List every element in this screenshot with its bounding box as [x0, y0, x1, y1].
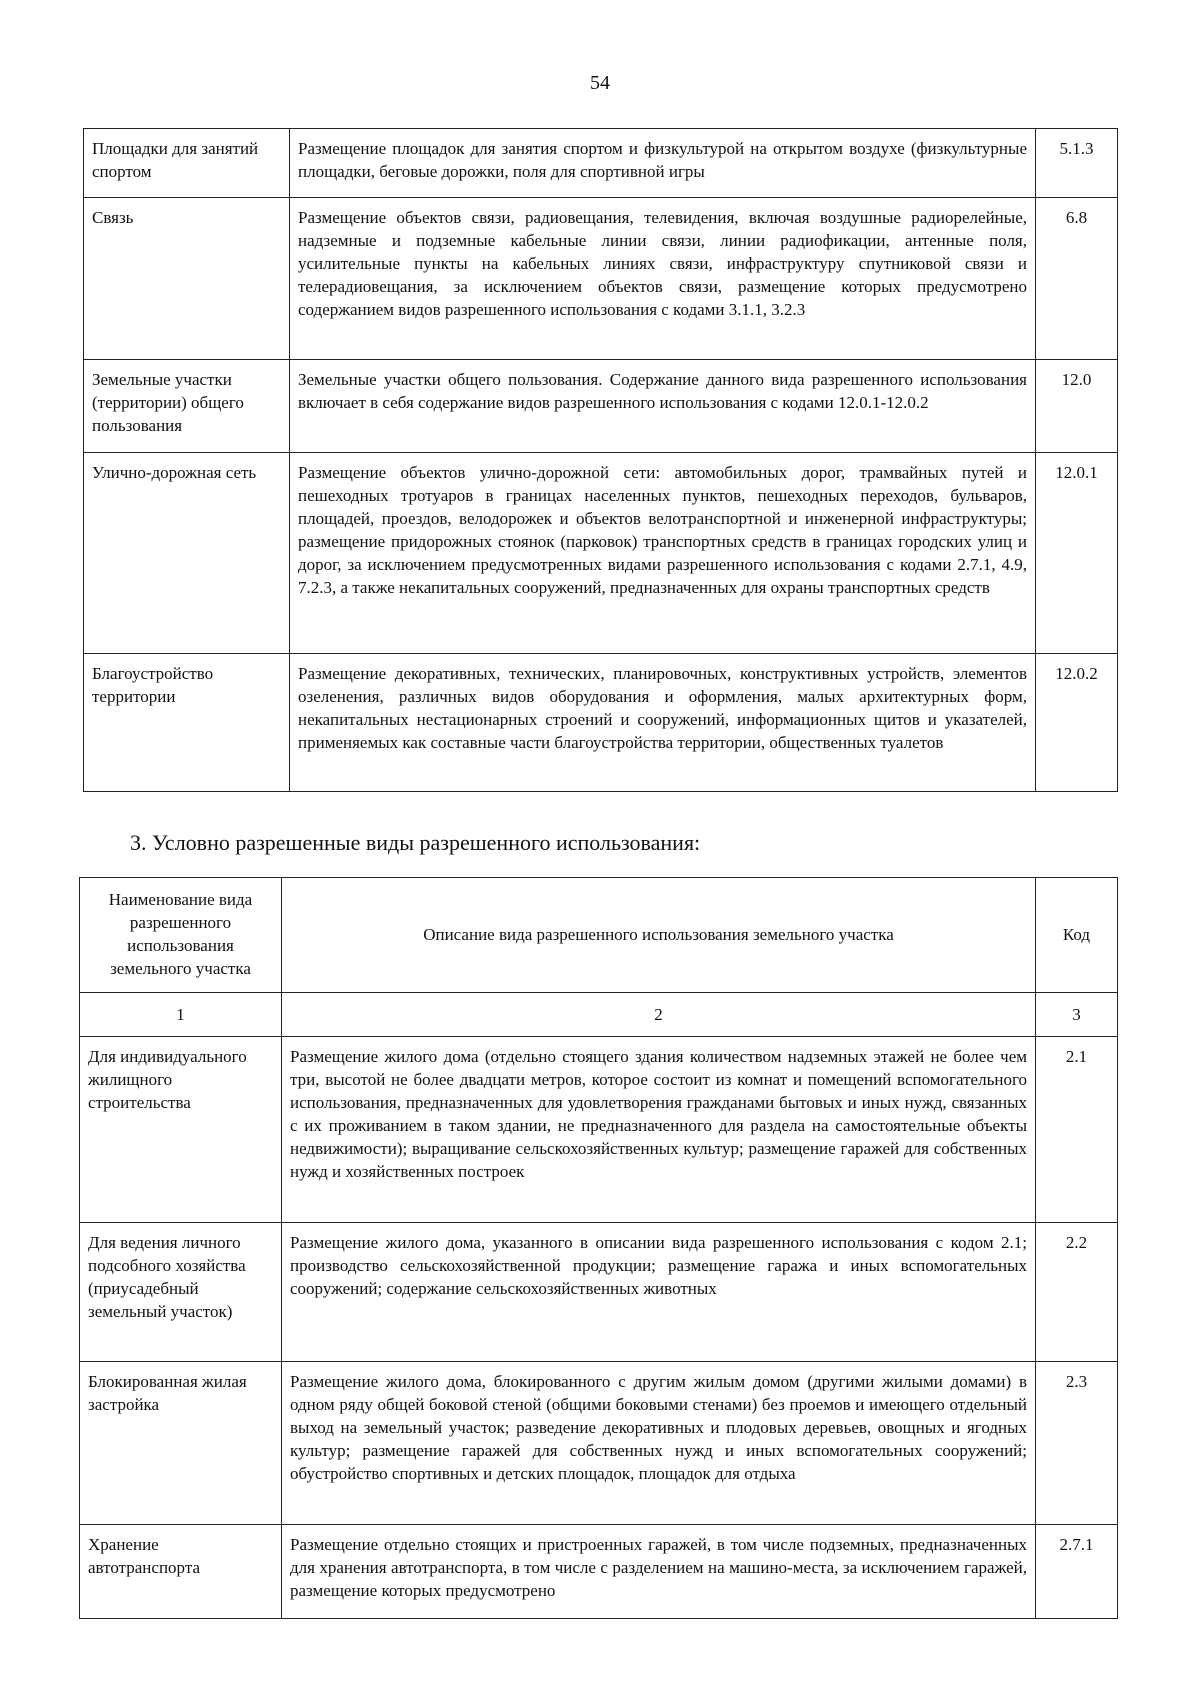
use-code: 6.8: [1036, 198, 1118, 360]
use-description: Земельные участки общего пользования. Содержание данного вида разрешенного использования включает в себя содержание видов разрешенного использования с кодами 12.0.1-12.0.2: [290, 360, 1036, 453]
use-name: Для ведения личного подсобного хозяйства (приусадебный земельный участок): [80, 1223, 282, 1362]
table-row: [80, 1525, 1118, 1619]
column-header-name: Наименование вида разрешенного использования земельного участка: [80, 878, 282, 993]
use-name: Блокированная жилая застройка: [80, 1362, 282, 1525]
column-header-description: Описание вида разрешенного использования земельного участка: [282, 878, 1036, 993]
use-name: Для индивидуального жилищного строительства: [80, 1037, 282, 1223]
use-name: Земельные участки (территории) общего пользования: [84, 360, 290, 453]
use-code: 2.2: [1036, 1223, 1118, 1362]
column-number: 3: [1036, 993, 1118, 1037]
table-row: [80, 1223, 1118, 1362]
use-code: 5.1.3: [1036, 129, 1118, 198]
use-description: Размещение декоративных, технических, планировочных, конструктивных устройств, элементов озеленения, различных видов оборудования и оформления, малых архитектурных форм, некапитальных нестационарных строений и сооружений, информационных щитов и указателей, применяемых как составные части благоустройства территории, общественных туалетов: [290, 654, 1036, 792]
use-name: Связь: [84, 198, 290, 360]
use-description: Размещение жилого дома, блокированного с другим жилым домом (другими жилыми домами) в одном ряду общей боковой стеной (общими боковыми стенами) без проемов и имеющего отдельный выход на земельный участок; разведение декоративных и плодовых деревьев, овощных и ягодных культур; размещение гаражей для собственных нужд и иных вспомогательных сооружений; обустройство спортивных и детских площадок, площадок для отдыха: [282, 1362, 1036, 1525]
use-name: Улично-дорожная сеть: [84, 453, 290, 654]
table-row: [84, 654, 1118, 792]
column-number: 1: [80, 993, 282, 1037]
use-code: 12.0.1: [1036, 453, 1118, 654]
use-description: Размещение жилого дома (отдельно стоящего здания количеством надземных этажей не более чем три, высотой не более двадцати метров, которое состоит из комнат и помещений вспомогательного использования, предназначенных для удовлетворения гражданами бытовых и иных нужд, связанных с их проживанием в таком здании, не предназначенного для раздела на самостоятельные объекты недвижимости); выращивание сельскохозяйственных культур; размещение гаражей для собственных нужд и хозяйственных построек: [282, 1037, 1036, 1223]
use-code: 2.3: [1036, 1362, 1118, 1525]
table-row: [84, 129, 1118, 198]
use-description: Размещение жилого дома, указанного в описании вида разрешенного использования с кодом 2.1; производство сельскохозяйственной продукции; размещение гаража и иных вспомогательных сооружений; содержание сельскохозяйственных животных: [282, 1223, 1036, 1362]
use-code: 12.0.2: [1036, 654, 1118, 792]
use-description: Размещение объектов связи, радиовещания, телевидения, включая воздушные радиорелейные, надземные и подземные кабельные линии связи, линии радиофикации, антенные поля, усилительные пункты на кабельных линиях связи, инфраструктуру спутниковой связи и телерадиовещания, за исключением объектов связи, размещение которых предусмотрено содержанием видов разрешенного использования с кодами 3.1.1, 3.2.3: [290, 198, 1036, 360]
use-name: Площадки для занятий спортом: [84, 129, 290, 198]
column-number-row: [80, 993, 1118, 1037]
conditional-uses-table: [79, 877, 1118, 1619]
table-row: [80, 1362, 1118, 1525]
permitted-uses-table-continued: [83, 128, 1118, 792]
use-name: Хранение автотранспорта: [80, 1525, 282, 1619]
table-row: [80, 1037, 1118, 1223]
column-number: 2: [282, 993, 1036, 1037]
table-header-row: [80, 878, 1118, 993]
use-description: Размещение объектов улично-дорожной сети: автомобильных дорог, трамвайных путей и пешеходных тротуаров в границах населенных пунктов, пешеходных переходов, бульваров, площадей, проездов, велодорожек и объектов велотранспортной и инженерной инфраструктуры; размещение придорожных стоянок (парковок) транспортных средств в границах городских улиц и дорог, за исключением предусмотренных видами разрешенного использования с кодами 2.7.1, 4.9, 7.2.3, а также некапитальных сооружений, предназначенных для охраны транспортных средств: [290, 453, 1036, 654]
page-number: 54: [590, 72, 610, 94]
use-code: 12.0: [1036, 360, 1118, 453]
table-row: [84, 453, 1118, 654]
use-code: 2.1: [1036, 1037, 1118, 1223]
use-name: Благоустройство территории: [84, 654, 290, 792]
table-row: [84, 360, 1118, 453]
use-code: 2.7.1: [1036, 1525, 1118, 1619]
column-header-code: Код: [1036, 878, 1118, 993]
use-description: Размещение площадок для занятия спортом и физкультурой на открытом воздухе (физкультурные площадки, беговые дорожки, поля для спортивной игры: [290, 129, 1036, 198]
section-title: 3. Условно разрешенные виды разрешенного использования:: [130, 830, 701, 855]
table-row: [84, 198, 1118, 360]
use-description: Размещение отдельно стоящих и пристроенных гаражей, в том числе подземных, предназначенных для хранения автотранспорта, в том числе с разделением на машино-места, за исключением гаражей, размещение которых предусмотрено: [282, 1525, 1036, 1619]
